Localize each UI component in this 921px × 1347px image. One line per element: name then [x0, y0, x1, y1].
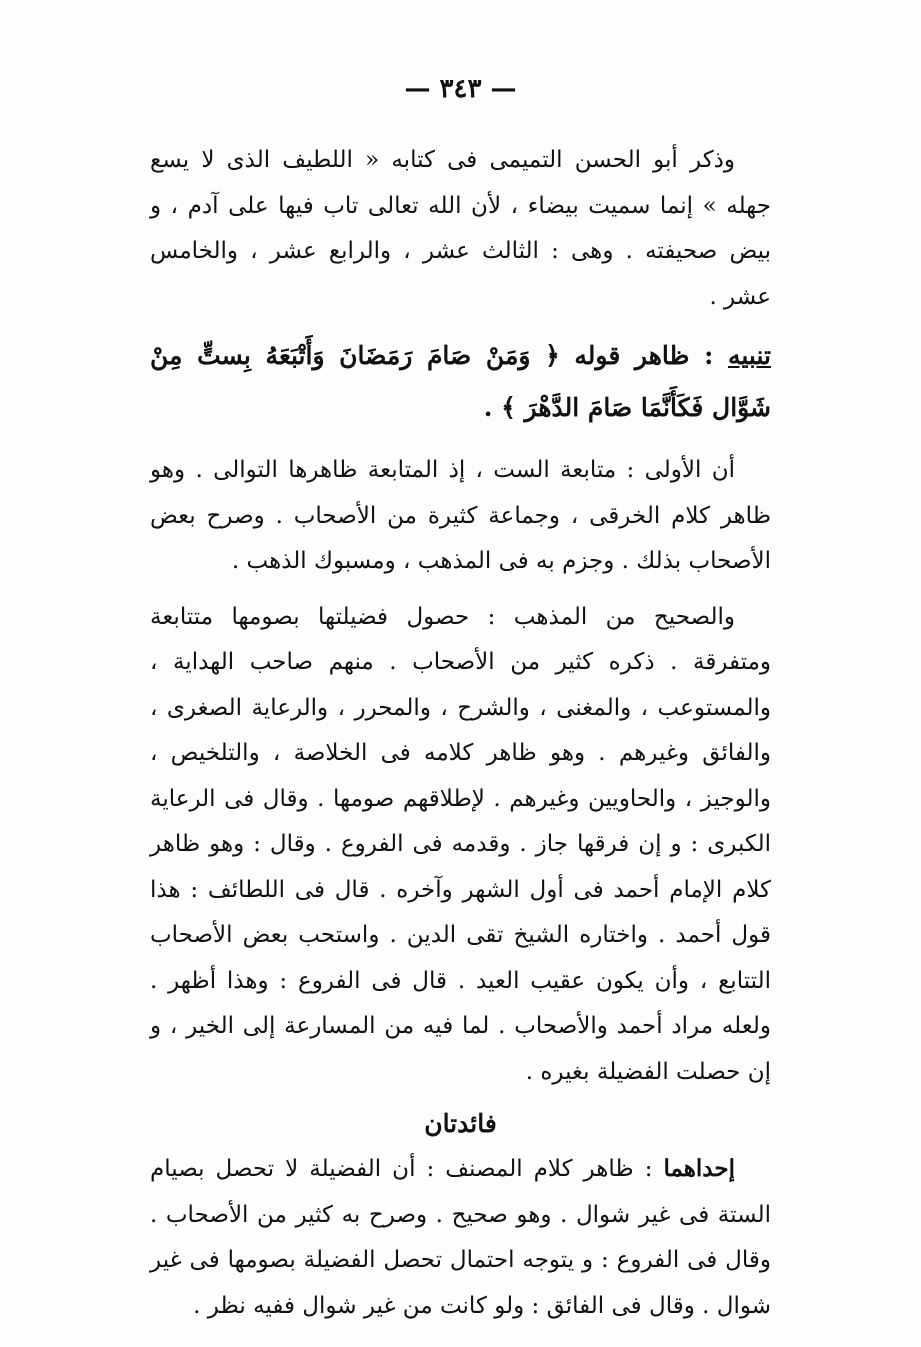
hadith-verse: ﴿ وَمَنْ صَامَ رَمَضَانَ وَأَتْبَعَهُ بِستٍّ مِنْ شَوَّال فَكَأَنَّمَا صَامَ الدَّهْرَ ﴾ .: [150, 341, 771, 422]
ihdahuma-label: إحداهما: [663, 1155, 735, 1182]
tanbih-block: [150, 330, 771, 434]
paragraph-sahih: والصحيح من المذهب : حصول فضيلتها بصومها متتابعة ومتفرقة . ذكره كثير من الأصحاب . منهم صاحب الهداية ، والمستوعب ، والمغنى ، والشرح ، والمحرر ، والرعاية الصغرى ، والفائق وغيرهم . وهو ظاهر كلامه فى الخلاصة ، والتلخيص ، والوجيز ، والحاويين وغيرهم . لإطلاقهم صومها . وقال فى الرعاية الكبرى : و إن فرقها جاز . وقدمه فى الفروع . وقال : وهو ظاهر كلام الإمام أحمد فى أول الشهر وآخره . قال فى اللطائف : هذا قول أحمد . واختاره الشيخ تقى الدين . واستحب بعض الأصحاب التتابع ، وأن يكون عقيب العيد . قال فى الفروع : وهذا أظهر . ولعله مراد أحمد والأصحاب . لما فيه من المسارعة إلى الخير ، و إن حصلت الفضيلة بغيره .: [150, 603, 771, 1085]
paragraph-bayda: وذكر أبو الحسن التميمى فى كتابه « اللطيف الذى لا يسع جهله » إنما سميت بيضاء ، لأن الله تعالى تاب فيها على آدم ، و بيض صحيفته . وهى : الثالث عشر ، والرابع عشر ، والخامس عشر .: [150, 147, 771, 310]
tanbih-label: تنبيه: [727, 341, 771, 370]
paragraph-ihdahuma: [150, 1146, 771, 1329]
paragraph-mutaba: أن الأولى : متابعة الست ، إذ المتابعة ظاهرها التوالى . وهو ظاهر كلام الخرقى ، وجماعة كثيرة من الأصحاب . وصرح بعض الأصحاب بذلك . وجزم به فى المذهب ، ومسبوك الذهب .: [150, 457, 771, 574]
page-content: [150, 138, 771, 1339]
ihdahuma-text: : ظاهر كلام المصنف : أن الفضيلة لا تحصل بصيام الستة فى غير شوال . وهو صحيح . وصرح به كثير من الأصحاب . وقال فى الفروع : و يتوجه احتمال تحصل الفضيلة بصومها فى غير شوال . وقال فى الفائق : ولو كانت من غير شوال ففيه نظر .: [150, 1156, 771, 1319]
tanbih-paragraph: [150, 330, 771, 434]
section-heading: فائدتان: [424, 1109, 497, 1138]
tanbih-intro: : ظاهر قوله: [574, 341, 714, 370]
page-number: — ٣٤٣ —: [404, 74, 517, 104]
